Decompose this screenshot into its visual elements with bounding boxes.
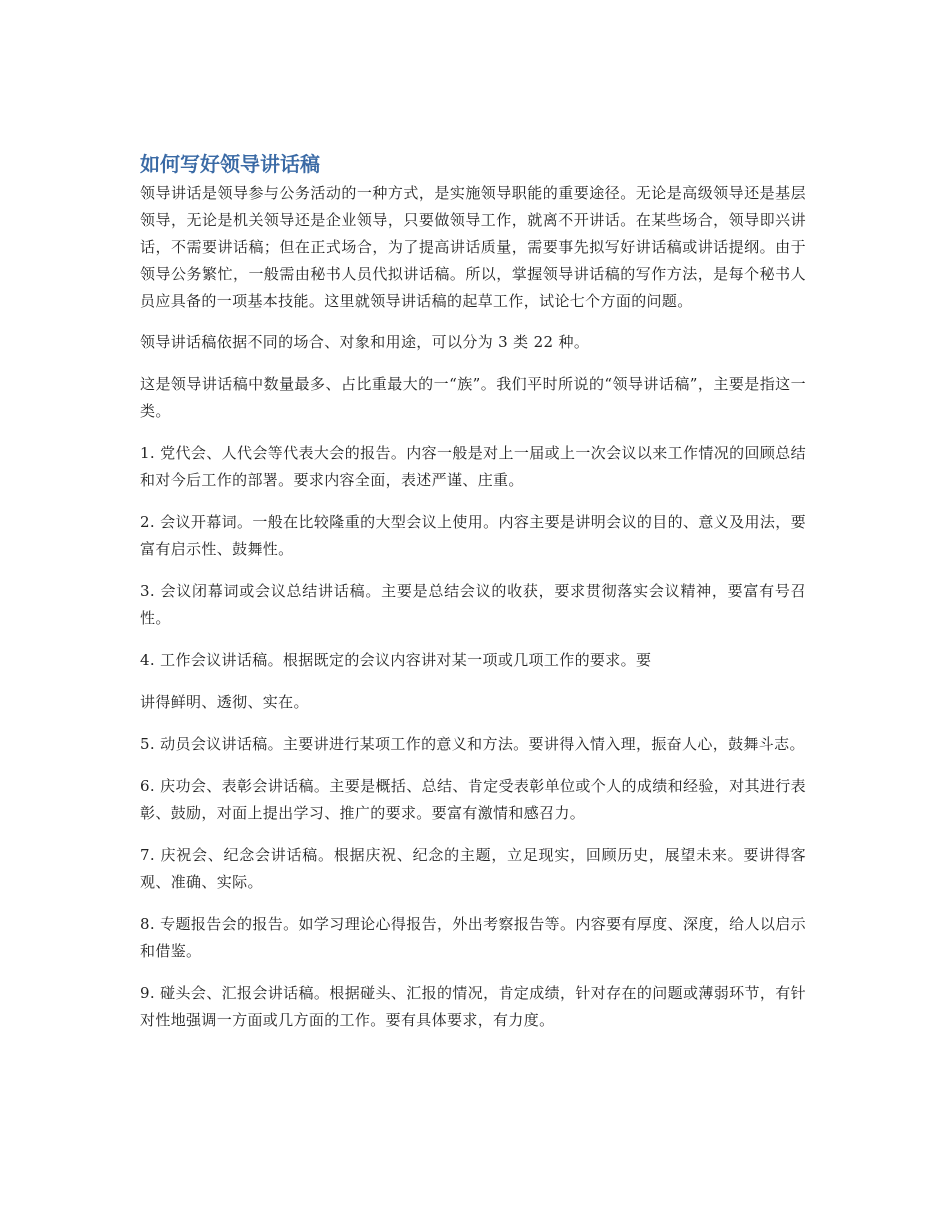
list-item-4: 4. 工作会议讲话稿。根据既定的会议内容讲对某一项或几项工作的要求。要 (140, 651, 652, 669)
document-page (140, 150, 806, 1049)
classification-paragraph: 领导讲话稿依据不同的场合、对象和用途，可以分为 3 类 22 种。 (140, 333, 590, 351)
list-item-6: 6. 庆功会、表彰会讲话稿。主要是概括、总结、肯定受表彰单位或个人的成绩和经验，对其进行表彰、鼓励，对面上提出学习、推广的要求。要富有激情和感召力。 (140, 777, 806, 822)
list-item-7: 7. 庆祝会、纪念会讲话稿。根据庆祝、纪念的主题，立足现实，回顾历史，展望未来。要讲得客观、准确、实际。 (140, 846, 806, 891)
list-item-5: 5. 动员会议讲话稿。主要讲进行某项工作的意义和方法。要讲得入情入理，振奋人心，鼓舞斗志。 (140, 735, 805, 753)
list-item-3: 3. 会议闭幕词或会议总结讲话稿。主要是总结会议的收获，要求贯彻落实会议精神，要富有号召性。 (140, 582, 806, 627)
list-item-2: 2. 会议开幕词。一般在比较隆重的大型会议上使用。内容主要是讲明会议的目的、意义及用法，要富有启示性、鼓舞性。 (140, 513, 806, 558)
list-item-4-continued: 讲得鲜明、透彻、实在。 (140, 693, 309, 711)
category-paragraph: 这是领导讲话稿中数量最多、占比重最大的一“族”。我们平时所说的“领导讲话稿”，主要是指这一类。 (140, 375, 806, 420)
list-item-9: 9. 碰头会、汇报会讲话稿。根据碰头、汇报的情况，肯定成绩，针对存在的问题或薄弱环节，有针对性地强调一方面或几方面的工作。要有具体要求，有力度。 (140, 984, 806, 1029)
document-title: 如何写好领导讲话稿 (140, 152, 320, 176)
intro-paragraph: 领导讲话是领导参与公务活动的一种方式，是实施领导职能的重要途径。无论是高级领导还是基层领导，无论是机关领导还是企业领导，只要做领导工作，就离不开讲话。在某些场合，领导即兴讲话，不需要讲话稿；但在正式场合，为了提高讲话质量，需要事先拟写好讲话稿或讲话提纲。由于领导公务繁忙，一般需由秘书人员代拟讲话稿。所以，掌握领导讲话稿的写作方法，是每个秘书人员应具备的一项基本技能。这里就领导讲话稿的起草工作，试论七个方面的问题。 (140, 184, 806, 310)
list-item-8: 8. 专题报告会的报告。如学习理论心得报告，外出考察报告等。内容要有厚度、深度，给人以启示和借鉴。 (140, 915, 806, 960)
list-item-1: 1. 党代会、人代会等代表大会的报告。内容一般是对上一届或上一次会议以来工作情况的回顾总结和对今后工作的部署。要求内容全面，表述严谨、庄重。 (140, 444, 806, 489)
